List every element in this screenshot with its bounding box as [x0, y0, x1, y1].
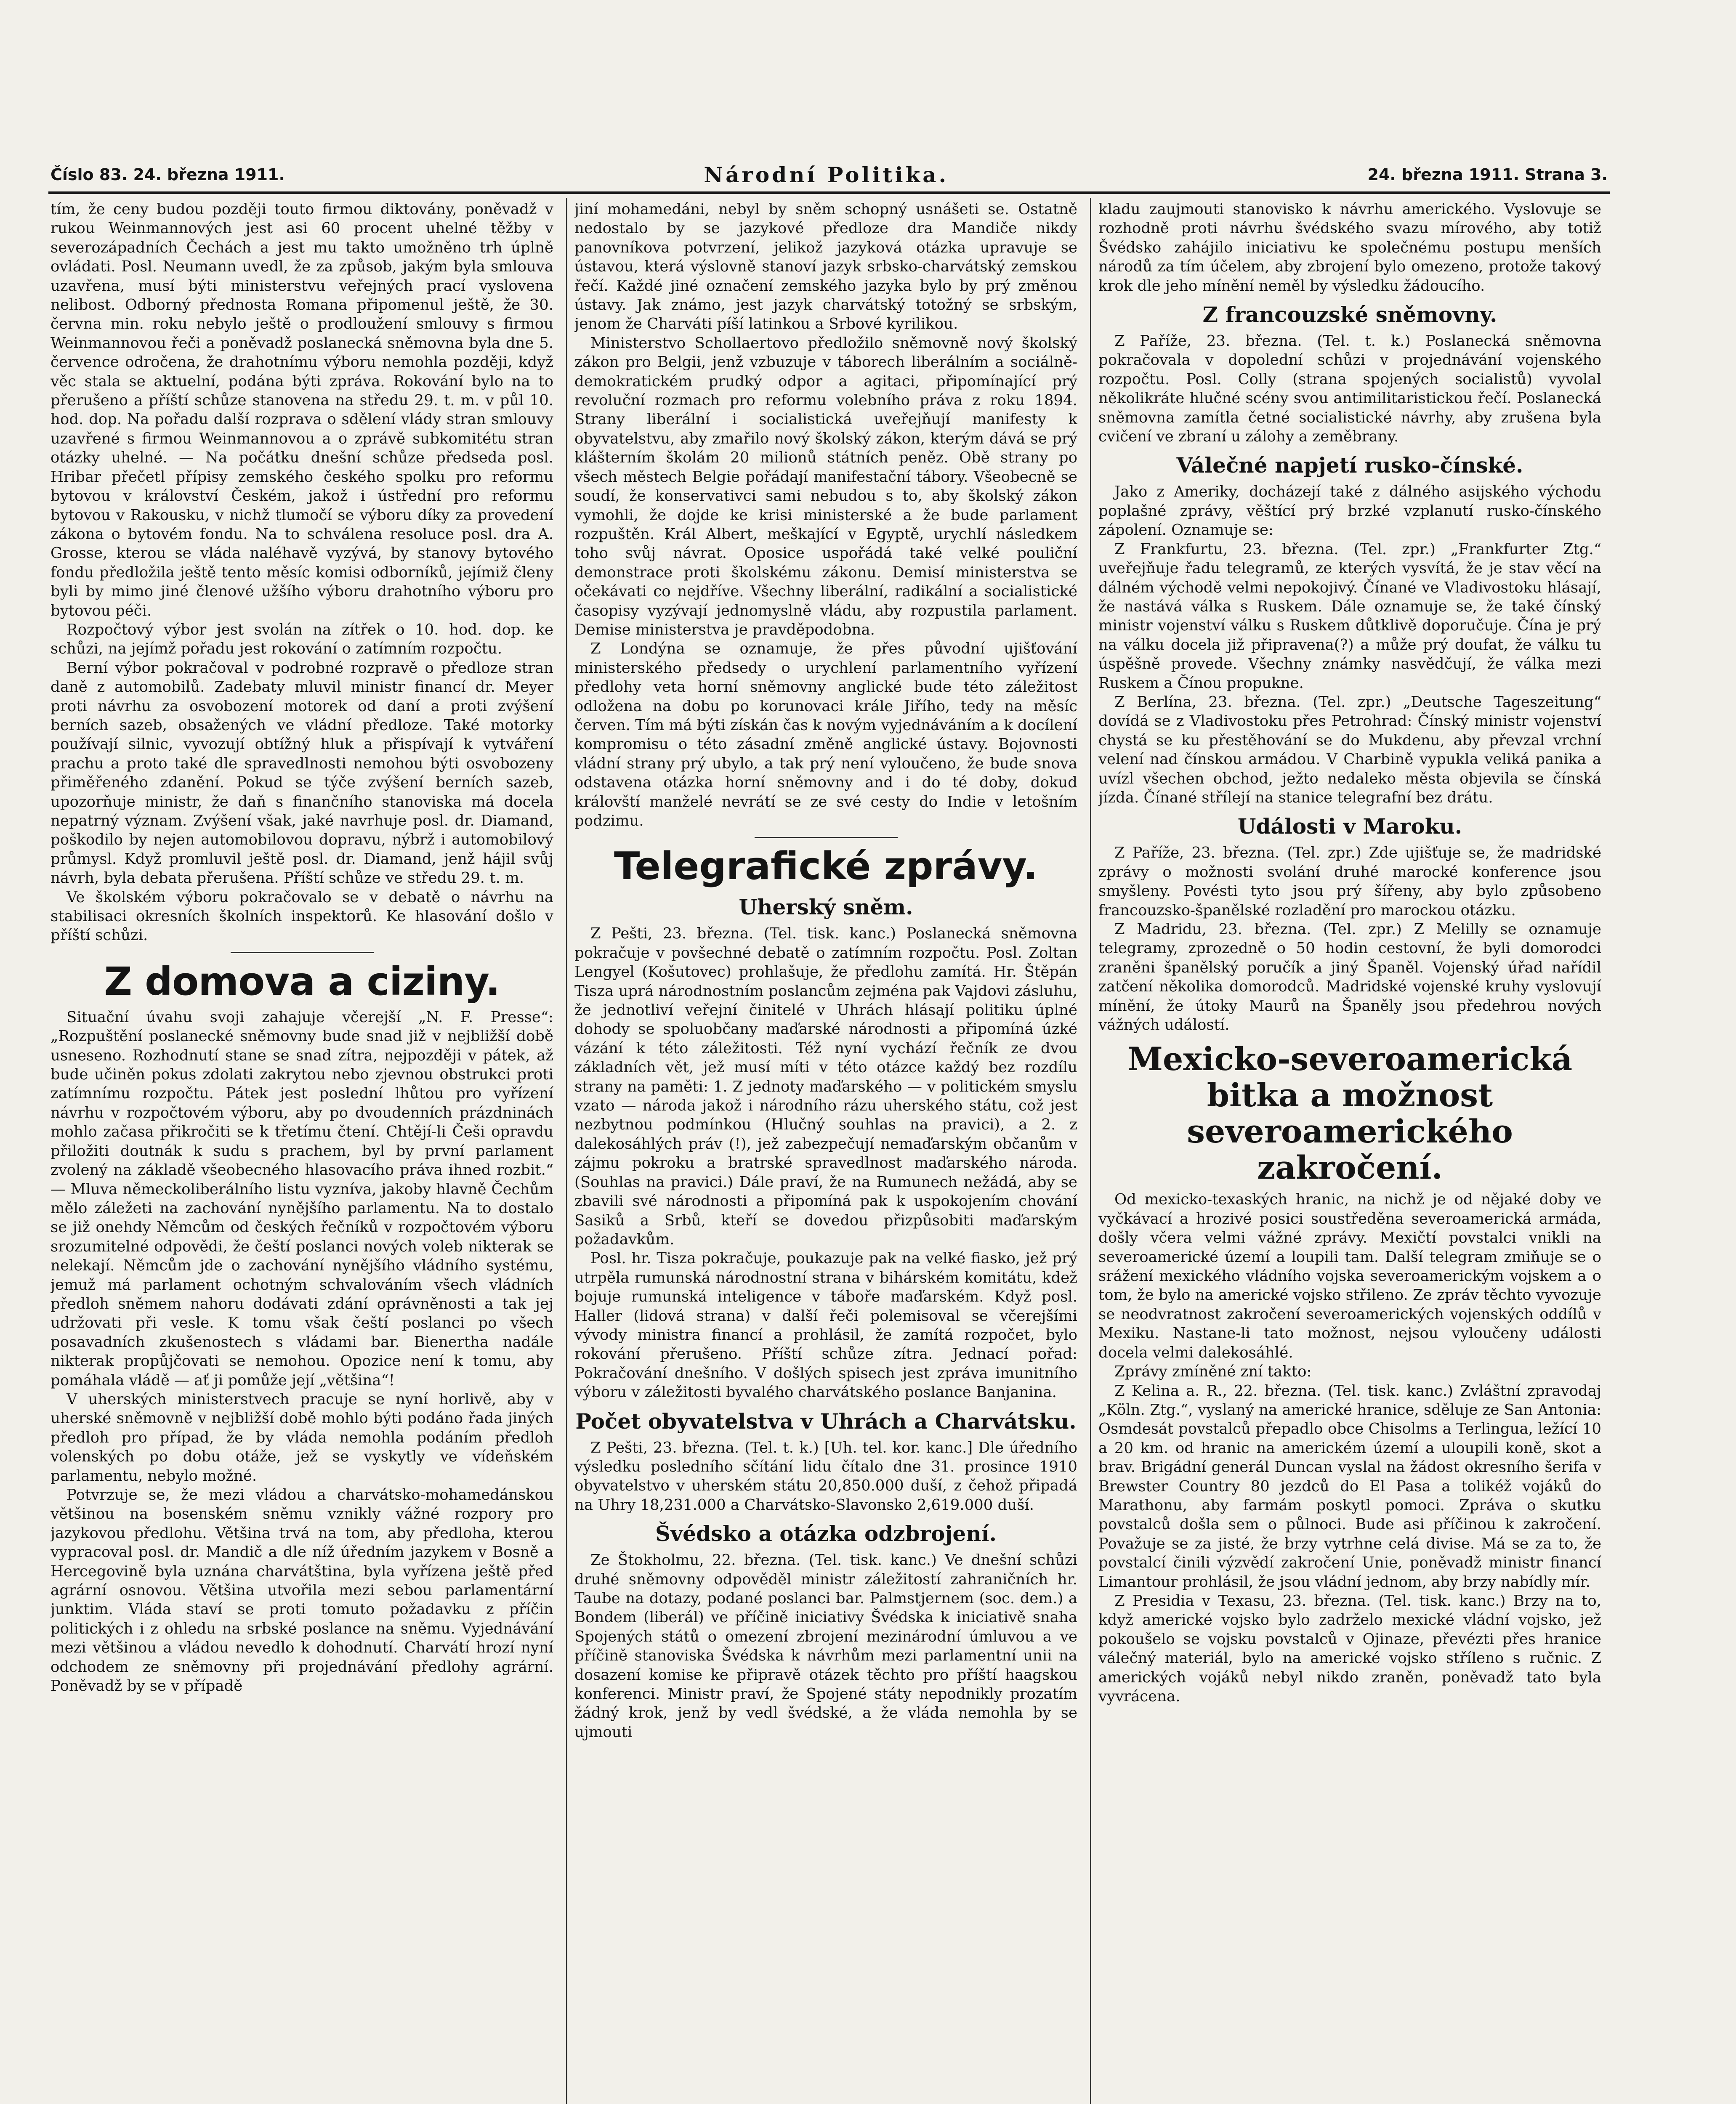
header-rule [48, 191, 1610, 194]
article-paragraph: Potvrzuje se, že mezi vládou a charvátsko-mohamedánskou většinou na bosenském sněmu vznikly vážné rozpory pro jazykovou předlohu. Většina trvá na tom, aby předloha, kterou vypracoval posl. dr. Mandič a dle níž úředním jazykem v Bosně a Hercegovině byla uznána charvátština, byla vyřízena ještě před agrární osnovou. Většina utvořila mezi sebou parlamentární junktim. Vláda staví se proti tomuto požadavku z příčin politických i z ohledu na srbské poslance na sněmu. Vyjednávání mezi většinou a vládou nevedlo k dohodnutí. Charvátí hrozí nyní odchodem ze sněmovny při projednávání předlohy agrární. Poněvadž by se v případě [51, 1486, 553, 1695]
section-heading-mexicko: Mexicko-severoamerická bitka a možnost severoamerického zakročení. [1127, 1040, 1573, 1187]
subheading-francouzska-snemovna: Z francouzské sněmovny. [1202, 302, 1497, 327]
article-paragraph: Z Frankfurtu, 23. března. (Tel. zpr.) „Frankfurter Ztg.“ uveřejňuje řadu telegramů, ze kterých vysvítá, že je stav věcí na dálném východě velmi nepokojivý. Čínané ve Vladivostoku hlásají, že nastává válka s Ruskem. Dále oznamuje se, že také čínský ministr vojenství válku s Ruskem důtklivě doporučuje. Čína je prý na válku docela již připravena(?) a může prý doufat, že válku tu úspěšně provede. Všechny známky nasvědčují, že válka mezi Ruskem a Čínou propukne. [1098, 540, 1601, 692]
article-paragraph: Z Pešti, 23. března. (Tel. t. k.) [Uh. tel. kor. kanc.] Dle úředního výsledku posledního sčítání lidu čítalo dne 31. prosince 1910 obyvatelstvo v uherském státu 20,850.000 duší, z čehož připadá na Uhry 18,231.000 a Charvátsko-Slavonsko 2,619.000 duší. [574, 1439, 1077, 1514]
article-paragraph: kladu zaujmouti stanovisko k návrhu amerického. Vyslovuje se rozhodně proti návrhu švédského svazu mírového, aby totiž Švédsko zahájilo iniciativu ke společnému postupu menších národů za tím účelem, aby zbrojení bylo omezeno, protože takový krok dle jeho mínění neměl by výsledku žádoucího. [1098, 201, 1601, 295]
subheading-svedsko: Švédsko a otázka odzbrojení. [655, 1521, 997, 1546]
article-paragraph: Rozpočtový výbor jest svolán na zítřek o 10. hod. dop. ke schůzi, na jejímž pořadu jest rokování o zatímním rozpočtu. [51, 621, 553, 658]
article-paragraph: Z Paříže, 23. března. (Tel. zpr.) Zde ujišťuje se, že madridské zprávy o možnosti svolání druhé marocké konference jsou smyšleny. Povésti tyto jsou prý šířeny, aby bylo způsobeno francouzsko-španělské rozladění pro marockou otázku. [1098, 844, 1601, 919]
article-paragraph: Z Madridu, 23. března. (Tel. zpr.) Z Melilly se oznamuje telegramy, zprozedně o 50 hodin cestovní, že byli domorodci zraněni španělský poručík a jiný Španěl. Vojenský úřad nařídil zatčení několika domorodců. Madridské vojenské kruhy vyslovují mínění, že útoky Maurů na Španěly jsou předehrou nových vážných událostí. [1098, 921, 1601, 1034]
article-paragraph: Ze Štokholmu, 22. března. (Tel. tisk. kanc.) Ve dnešní schůzi druhé sněmovny odpověděl ministr záležitostí zahraničních hr. Taube na dotazy, podané poslanci bar. Palmstjernem (soc. dem.) a Bondem (liberál) ve příčině iniciativy Švédska k iniciativě snaha Spojených států o omezení zbrojení mezinárodní úmluvou a ve příčině stanoviska Švédska k návrhům mezi parlamentní unii na dosazení komise ke připravě otázek těchto pro příští haagskou konferenci. Ministr praví, že Spojené státy nepodnikly prozatím žádný krok, jenž by vedl švédské, a že vláda nemohla by se ujmouti [574, 1551, 1077, 1741]
article-paragraph: Z Pešti, 23. března. (Tel. tisk. kanc.) Poslanecká sněmovna pokračuje v povšechné debatě o zatímním rozpočtu. Posl. Zoltan Lengyel (Košutovec) prohlašuje, že předlohu zamítá. Hr. Štěpán Tisza uprá národnostním poslancům zejména pak Vajdovi zásluhu, že jednotliví veřejní činitelé v Uhrách hlásají politiku úplné dohody se spoluobčany maďarské národnosti a připomíná úzké vázání k této záležitosti. Též nyní vychází řečník ze dvou základních vět, jež musí míti v této otázce každý bez rozdílu strany na paměti: 1. Z jednoty maďarského — v politickém smyslu vzato — národa jakož i národního rázu uherského státu, což jest nezbytnou podmínkou (Hlučný souhlas na pravici), a 2. z dalekosáhlých práv (!), jež zabezpečují nemaďarským občanům v zájmu pokroku a bratrské spravedlnost maďarského národa. (Souhlas na pravici.) Dále praví, že na Rumunech nežádá, aby se zbavili své národnosti a připomíná pak k uspokojením chování Sasiků a Srbů, kteří se dovedou přizpůsobiti maďarským požadavkům. [574, 925, 1077, 1248]
article-paragraph: Ministerstvo Schollaertovo předložilo sněmovně nový školský zákon pro Belgii, jenž vzbuzuje v táborech liberálním a sociálně-demokratickém prudký odpor a agitaci, připomínající prý revoluční rozmach pro reformu volebního práva z roku 1894. Strany liberální i socialistická uveřejňují manifesty k obyvatelstvu, aby zmařilo nový školský zákon, kterým dává se prý klášterním školám 20 milionů státních peněz. Obě strany po všech městech Belgie pořádají manifestační tábory. Všeobecně se soudí, že konservativci sami nebudou s to, aby školský zákon vymohli, že dojde ke krisi ministerské a že bude parlament rozpuštěn. Král Albert, meškající v Egyptě, urychlí následkem toho svůj návrat. Oposice uspořádá také velké pouliční demonstrace proti školskému zákonu. Demisí ministerstva se očekávati co nejdříve. Všechny liberální, radikální a socialistické časopisy vyzývají jednomyslně vládu, aby rozpustila parlament. Demise ministerstva je pravděpodobna. [574, 334, 1077, 638]
date-page-info: 24. března 1911. Strana 3. [1367, 165, 1608, 184]
article-paragraph: jiní mohamedáni, nebyl by sněm schopný usnášeti se. Ostatně nedostalo by se jazykové předloze dra Mandiče nikdy panovníkova potvrzení, jelikož jazyková otázka upravuje se ústavou, která výslovně stanoví jazyk srbsko-charvátský zemskou řečí. Každé jiné označení zemského jazyka bylo by prý změnou ústavy. Jak známo, jest jazyk charvátský totožný se srbským, jenom že Charváti píší latinkou a Srbové kyrilikou. [574, 201, 1077, 333]
subheading-udalosti-v-maroku: Události v Maroku. [1237, 814, 1462, 839]
section-rule [755, 837, 898, 838]
article-paragraph: Jako z Ameriky, docházejí také z dálného asijského východu poplašné zprávy, věštící prý brzké vzplanutí rusko-čínského zápolení. Oznamuje se: [1098, 483, 1601, 539]
article-paragraph: Berní výbor pokračoval v podrobné rozpravě o předloze stran daně z automobilů. Zadebaty mluvil ministr financí dr. Meyer proti návrhu za osvobození motorek od daní a proti zvýšení berních sazeb, obsažených ve vládní předloze. Také motorky používají silnic, vyvozují obtížný hluk a přispívají k vytváření prachu a proto také dle spravedlnosti nemohou býti osvobozeny přiměřeného zdanění. Pokud se týče zvýšení berních sazeb, upozorňuje ministr, že daň s finančního stanoviska má docela nepatrný význam. Zvýšení však, jaké navrhuje posl. dr. Diamand, poškodilo by nejen automobilovou dopravu, nýbrž i automobilový průmysl. Když promluvil ještě posl. dr. Diamand, jenž hájil svůj návrh, byla debata přerušena. Příští schůze ve středu 29. t. m. [51, 659, 553, 887]
article-paragraph: tím, že ceny budou později touto firmou diktovány, poněvadž v rukou Weinmannových jest asi 60 procent uhelné těžby v severozápadních Čechách a jest mu takto umožněno trh úplně ovládati. Posl. Neumann uvedl, že za způsob, jakým byla smlouva uzavřena, musí býti ministerstvu veřejných prací vyslovena nelibost. Odborný přednosta Romana připomenul ještě, že 30. června min. roku nebylo ještě o prodloužení smlouvy s firmou Weinmannovou řeči a poněvadž poslanecká sněmovna byla dne 5. července odročena, že drahotnímu výboru nemohla později, když věc stala se aktuelní, podána býti zpráva. Rokování bylo na to přerušeno a příští schůze stanovena na středu 29. t. m. v půl 10. hod. dop. Na pořadu další rozprava o sdělení vlády stran smlouvy uzavřené s firmou Weinmannovou a o zprávě subkomitétu stran otázky uhelné. — Na počátku dnešní schůze předseda posl. Hribar přečetl přípisy zemského českého spolku pro reformu bytovou v království Českém, jakož i ústřední pro reformu bytovou v Rakousku, v nichž tlumočí se výboru díky za provedení zákona o bytovém fondu. Na to schválena resoluce posl. dra A. Grosse, kterou se vláda naléhavě vyzývá, by stanovy bytového fondu předložila ještě tento měsíc komisi odborníků, jejímiž členy byli by mimo jiné členové užšího výboru drahotního výboru pro bytovou péči. [51, 201, 553, 619]
article-paragraph: Z Paříže, 23. března. (Tel. t. k.) Poslanecká sněmovna pokračovala v dopolední schůzi v projednávání vojenského rozpočtu. Posl. Colly (strana spojených socialistů) vyvolal několikráte hlučné scény svou antimilitaristickou řečí. Poslanecká sněmovna zamítla četné socialistické návrhy, aby zrušena byla cvičení ve zbraní u zálohy a zeměbrany. [1098, 332, 1601, 446]
issue-info: Číslo 83. 24. března 1911. [51, 165, 285, 184]
section-heading-telegraficke: Telegrafické zprávy. [614, 844, 1038, 889]
column-3 [1098, 200, 1601, 2104]
subheading-valecne-napjeti: Válečné napjetí rusko-čínské. [1176, 453, 1523, 478]
section-heading-z-domova: Z domova a ciziny. [104, 959, 500, 1004]
article-paragraph: Z Presidia v Texasu, 23. března. (Tel. tisk. kanc.) Brzy na to, když americké vojsko bylo zadrželo mexické vládní vojsko, jež pokoušelo se vojsku povstalců v Ojinaze, převézti přes hranice válečný materiál, bylo na americké vojsko stříleno s ručnic. Z amerických vojáků nebyl nikdo zraněn, poněvadž tato byla vyvrácena. [1098, 1592, 1601, 1705]
article-paragraph: Ve školském výboru pokračovalo se v debatě o návrhu na stabilisaci okresních školních inspektorů. Ke hlasování došlo v příští schůzi. [51, 888, 553, 944]
article-paragraph: Z Londýna se oznamuje, že přes původní ujišťování ministerského předsedy o urychlení parlamentního vyřízení předlohy veta horní sněmovny anglické bude této záležitost odložena na dobu po korunovaci krále Jiřího, tedy na měsíc červen. Tím má býti získán čas k novým vyjednáváním a k docílení kompromisu o této zásadní změně anglické ústavy. Bojovnosti vládní strany prý ubylo, a tak prý není vyloučeno, že bude snova odstavena otázka horní sněmovny and i do té doby, dokud královští manželé nevrátí se ze své cesty do Indie v letošním podzimu. [574, 640, 1077, 829]
section-rule [231, 952, 374, 953]
article-paragraph: V uherských ministerstvech pracuje se nyní horlivě, aby v uherské sněmovně v nejbližší době mohlo býti podáno řada jiných předloh pro případ, že by vláda nemohla podáním předloh volenských po dobu otáže, jež se vyskytly ve vídeňském parlamentu, nebylo možné. [51, 1390, 553, 1485]
article-paragraph: Posl. hr. Tisza pokračuje, poukazuje pak na velké fiasko, jež prý utrpěla rumunská národnostní strana v bihárském komitátu, kdež bojuje rumunská inteligence v táboře maďarském. Když posl. Haller (lidová strana) v další řeči polemisoval se včerejšími vývody ministra financí a prohlásil, že zamítá rozpočet, bylo rokování přerušeno. Příští schůze zítra. Jednací pořad: Pokračování dnešního. V došlých spisech jest zpráva imunitního výboru v záležitosti byvalého charvátského poslance Banjanina. [574, 1250, 1077, 1401]
masthead-title: Národní Politika. [704, 162, 949, 187]
subheading-pocet-obyvatelstva: Počet obyvatelstva v Uhrách a Charvátsku. [575, 1408, 1077, 1434]
page-header [51, 162, 1608, 187]
column-divider [1090, 198, 1091, 2104]
article-paragraph: Situační úvahu svoji zahajuje včerejší „N. F. Presse“: „Rozpuštění poslanecké sněmovny bude snad již v nejbližší době usneseno. Rozhodnutí stane se snad zítra, nejpozději v pátek, až bude učiněn pokus zdolati zakrytou nebo zjevnou obstrukci proti zatímnímu rozpočtu. Pátek jest poslední lhůtou pro vyřízení návrhu v rozpočtovém výboru, aby po dvoudenních prázdninách mohlo začasa přikročiti se k třetímu čtení. Chtějí-li Češi opravdu přiložiti doutnák k sudu s prachem, byl by první parlament zvolený na základě všeobecného hlasovacího práva ihned rozbit.“ — Mluva německoliberálního listu vyzníva, jakoby hlavně Čechům mělo záležeti na zachování nynějšího parlamentu. Na to dostalo se již onehdy Němcům od českých řečníků v rozpočtovém výboru srozumitelné odpovědi, že čeští poslanci nových voleb nikterak se nelekají. Němcům jde o zachování nynějšího vládního systému, jemuž má parlament ochotným schvalováním všech vládních předloh sněmem nahoru dodávati zdání oprávněnosti a tak jej udržovati při vesle. K tomu však čeští poslanci po všech posavadních zkušenostech s vládami bar. Bienertha nadále nikterak propůjčovati se nemohou. Opozice není k tomu, aby pomáhala vládě — ať ji pomůže její „většina“! [51, 1008, 553, 1389]
subheading-uhersky-snem: Uherský sněm. [739, 895, 913, 920]
column-2 [574, 200, 1077, 2104]
article-paragraph: Z Berlína, 23. března. (Tel. zpr.) „Deutsche Tageszeitung“ dovídá se z Vladivostoku přes Petrohrad: Čínský ministr vojenství chystá se ku přestěhování se do Mukdenu, aby převzal vrchní velení nad čínskou armádou. V Charbině vypukla veliká panika a uvízl všechen obchod, ježto nedaleko města objevila se čínská jízda. Čínané střílejí na stanice telegrafní bez drátu. [1098, 693, 1601, 806]
article-paragraph: Zprávy zmíněné zní takto: [1114, 1363, 1312, 1381]
column-1 [51, 200, 553, 2104]
article-paragraph: Z Kelina a. R., 22. března. (Tel. tisk. kanc.) Zvláštní zpravodaj „Köln. Ztg.“, vyslaný na americké hranice, sděluje ze San Antonia: Osmdesát povstalců přepadlo obce Chisolms a Terlingua, ležící 10 a 20 km. od hranic na americkém území a uloupili koně, skot a brav. Brigádní generál Duncan vyslal na žádost okresního šerifa v Brewster Country 80 jezdců do El Pasa a tolikéž vojáků do Marathonu, aby farmám poskytl pomoci. Zpráva o skutku povstalců došla sem o půlnoci. Bude asi příčinou k zakročení. Považuje se za jisté, že brzy vytrhne celá divise. Má se za to, že povstalcí činili výzvědí zakročení Unie, poněvadž ministr financí Limantour prohlásil, že jsou vládní jednom, aby brzy nabídly mír. [1098, 1382, 1601, 1591]
article-paragraph: Od mexicko-texaských hranic, na nichž je od nějaké doby ve vyčkávací a hrozivé posici soustředěna severoamerická armáda, došly včera velmi vážné zprávy. Mexičtí povstalci vnikli na severoamerické území a loupili tam. Další telegram zmiňuje se o srážení mexického vládního vojska severoamerickým vojskem a o tom, že bylo na americké vojsko střileno. Ze zpráv těchto vyvozuje se neodvratnost zakročení severoamerických vojenských oddílů v Mexiku. Nastane-li tato možnost, nejsou vyloučeny události docela velmi dalekosáhlé. [1098, 1191, 1601, 1361]
column-divider [566, 198, 567, 2104]
